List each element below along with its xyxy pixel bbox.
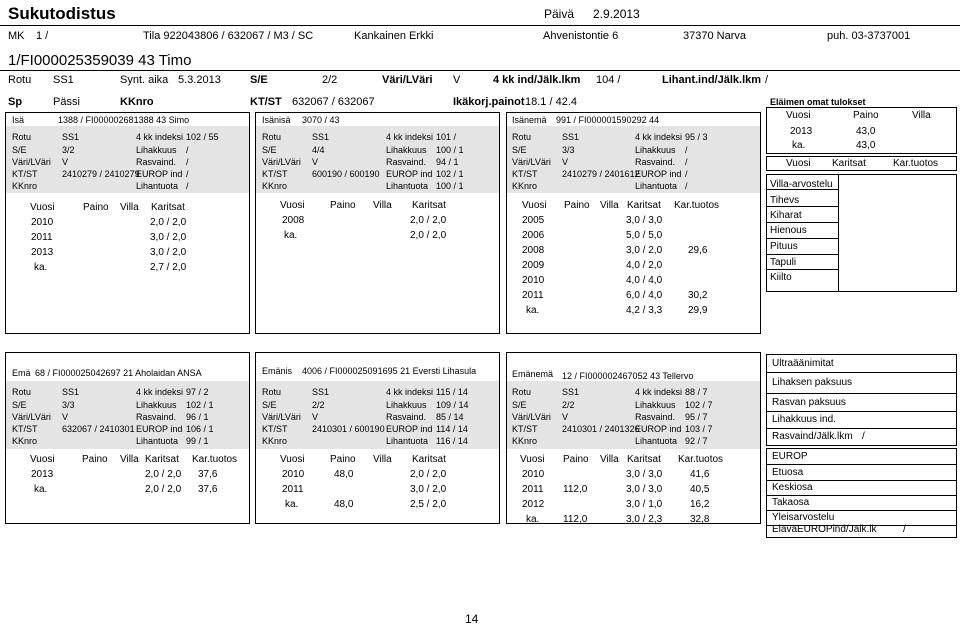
ktst-value: 632067 / 2410301 [62, 424, 135, 434]
ktst-value: 2410279 / 2410279 [62, 169, 140, 179]
col-header: Kar.tuotos [674, 200, 720, 211]
ultrasound-title: Ultraäänimitat [772, 358, 834, 369]
ind-value: 97 / 2 [186, 387, 209, 397]
lih-label: Lihakkuus [386, 400, 427, 410]
ind-label: 4 kk indeksi [386, 387, 434, 397]
col-header: Vuosi [30, 202, 55, 213]
vari-label: Väri/LVäri [12, 412, 51, 422]
lt-value: 99 / 1 [186, 436, 209, 446]
eur-label: EUROP ind [635, 169, 682, 179]
curl-label: Kiharat [770, 210, 802, 221]
se-label: S/E [512, 145, 527, 155]
year: 2010 [522, 275, 545, 286]
ras-label: Rasvaind. [635, 157, 676, 167]
ind-label: 4 kk indeksi [635, 387, 683, 397]
age-weights-value: 18.1 / 42.4 [525, 96, 577, 108]
lambs: 3,0 / 3,0 [626, 215, 663, 226]
grandsire-label: Isänisä [262, 115, 291, 125]
year: 2013 [31, 469, 54, 480]
lih-label: Lihakkuus [136, 145, 177, 155]
col-header: Villa [120, 454, 139, 465]
col-header: Karitsat [151, 202, 185, 213]
front-label: Etuosa [772, 467, 804, 478]
year: 2005 [522, 215, 545, 226]
vari-value: V [562, 157, 569, 167]
lt-label: Lihantuota [136, 436, 179, 446]
se-label: S/E [12, 145, 27, 155]
col-header: Kar.tuotos [678, 454, 724, 465]
year: 2009 [522, 260, 545, 271]
col-header: Paino [330, 200, 356, 211]
se-value: 4/4 [312, 145, 325, 155]
muscle-depth-label: Lihaksen paksuus [772, 377, 853, 388]
lambs: 3,0 / 3,0 [626, 484, 663, 495]
ktst-label: KT/ST [512, 169, 538, 179]
ras-label: Rasvaind. [386, 412, 427, 422]
col-header: Kar.tuotos [192, 454, 238, 465]
year: 2008 [282, 215, 305, 226]
kknro-label: KKnro [262, 181, 288, 191]
granddam-label: Emänemä [512, 369, 554, 379]
lambs: 3,0 / 3,0 [626, 469, 663, 480]
own-weight: 43,0 [856, 126, 876, 137]
ras-label: Rasvaind. [635, 412, 676, 422]
ktst-value: 600190 / 600190 [312, 169, 380, 179]
dam-label: Emä [12, 368, 31, 378]
vari-value: V [312, 157, 319, 167]
col-header: Villa [373, 200, 392, 211]
vari-value: V [562, 412, 569, 422]
lamb-output: 41,6 [690, 469, 710, 480]
farm-info: Tila 922043806 / 632067 / M3 / SC [143, 30, 314, 42]
staple-label: Tapuli [770, 257, 797, 268]
rotu-value: SS1 [53, 74, 74, 86]
sire-label: Isä [12, 115, 25, 125]
lt-label: Lihantuota [386, 181, 429, 191]
ktst-value: 2410301 / 600190 [312, 424, 385, 434]
ras-value: 85 / 14 [436, 412, 464, 422]
rotu-label: Rotu [8, 74, 32, 86]
se-label: S/E [512, 400, 527, 410]
page-number: 14 [465, 612, 479, 626]
owner-postal: 37370 Narva [683, 30, 746, 42]
lamb-output: 37,6 [198, 484, 218, 495]
year: 2010 [282, 469, 305, 480]
ind-value: 88 / 7 [685, 387, 708, 397]
lambs: 4,2 / 3,3 [626, 305, 663, 316]
eur-value: 103 / 7 [685, 424, 713, 434]
lt-value: 116 / 14 [436, 436, 468, 446]
mk-value: 1 / [36, 30, 49, 42]
ktst-value: 632067 / 632067 [292, 96, 375, 108]
lih-value: 100 / 1 [436, 145, 464, 155]
overall-label: Yleisarvostelu [772, 512, 835, 523]
lambs: 3,0 / 2,0 [150, 247, 187, 258]
col-header: Vuosi [522, 200, 547, 211]
lambs: 2,0 / 2,0 [145, 484, 182, 495]
owner-address: Ahvenistontie 6 [543, 30, 619, 42]
vari-value: V [62, 157, 69, 167]
sex-value: Pässi [53, 96, 80, 108]
lih-label: Lihakkuus [635, 145, 676, 155]
ras-value: / [685, 157, 688, 167]
lt-value: / [186, 181, 189, 191]
granddam-label: Isänemä [512, 115, 547, 125]
year: ka. [526, 305, 540, 316]
rotu-value: SS1 [312, 387, 330, 397]
kknro-label: KKnro [12, 181, 38, 191]
year: 2011 [522, 484, 544, 495]
lamb-output: 32,8 [690, 514, 710, 525]
color-label: Väri/LVäri [382, 74, 433, 86]
lamb-output: 29,6 [688, 245, 708, 256]
own-year: ka. [792, 140, 806, 151]
eur-label: EUROP ind [386, 169, 433, 179]
lt-value: 100 / 1 [436, 181, 464, 191]
rear-label: Takaosa [772, 497, 810, 508]
lambs: 2,0 / 2,0 [145, 469, 182, 480]
year: 2010 [31, 217, 54, 228]
se-label: S/E [250, 74, 268, 86]
lih-label: Lihakkuus [386, 145, 427, 155]
rotu-value: SS1 [562, 132, 580, 142]
eur-label: EUROP ind [136, 424, 183, 434]
ras-value: 95 / 7 [685, 412, 708, 422]
vari-label: Väri/LVäri [262, 157, 301, 167]
lih-value: / [186, 145, 189, 155]
fat-index-value: / [862, 431, 865, 442]
lambs: 3,0 / 2,3 [626, 514, 663, 525]
year: ka. [285, 499, 299, 510]
se-value: 2/2 [312, 400, 325, 410]
ras-label: Rasvaind. [386, 157, 427, 167]
col-header: Kar.tuotos [893, 158, 939, 169]
vari-label: Väri/LVäri [262, 412, 301, 422]
lamb-output: 40,5 [690, 484, 710, 495]
grandsire-id: 4006 / FI000025091695 21 Eversti Lihasula [302, 366, 477, 376]
ind-label: 4 kk indeksi [635, 132, 683, 142]
wool-eval-label: Villa-arvostelu [770, 179, 833, 190]
col-header: Villa [120, 202, 139, 213]
year: 2012 [522, 499, 545, 510]
mk-label: MK [8, 30, 25, 42]
lih-value: / [685, 145, 688, 155]
granddam-id: 991 / FI000001590292 44 [556, 115, 660, 125]
own-weight: 43,0 [856, 140, 876, 151]
col-header: Villa [912, 110, 931, 121]
eur-value: 114 / 14 [436, 424, 468, 434]
kknro-label: KKnro [262, 436, 288, 446]
rotu-label: Rotu [262, 387, 282, 397]
lambs: 2,0 / 2,0 [410, 469, 447, 480]
length-label: Pituus [770, 241, 798, 252]
lih-value: 102 / 1 [186, 400, 214, 410]
vari-label: Väri/LVäri [512, 157, 551, 167]
ind-label: 4 kk indeksi [386, 132, 434, 142]
eur-value: / [685, 169, 688, 179]
live-europ-value: / [903, 524, 906, 535]
eur-label: EUROP ind [635, 424, 682, 434]
lt-value: 92 / 7 [685, 436, 708, 446]
col-header: Karitsat [627, 200, 661, 211]
color-value: V [453, 74, 461, 86]
rotu-label: Rotu [12, 132, 32, 142]
fat-depth-label: Rasvan paksuus [772, 397, 846, 408]
sire-id: 1388 / FI000002681388 43 Simo [58, 115, 190, 125]
se-label: S/E [262, 145, 277, 155]
granddam-id: 12 / FI000002467052 43 Tellervo [562, 371, 694, 381]
ind-value: 102 / 55 [186, 132, 219, 142]
year: ka. [284, 230, 298, 241]
col-header: Paino [564, 200, 590, 211]
year: 2006 [522, 230, 545, 241]
vari-value: V [312, 412, 319, 422]
eur-label: EUROP ind [386, 424, 433, 434]
ktst-label: KT/ST [262, 169, 288, 179]
se-value: 3/2 [62, 145, 75, 155]
fineness-label: Hienous [770, 225, 807, 236]
lambs: 2,0 / 2,0 [410, 215, 447, 226]
se-label: S/E [262, 400, 277, 410]
lamb-output: 30,2 [688, 290, 708, 301]
col-header: Karitsat [412, 200, 446, 211]
ras-label: Rasvaind. [136, 412, 177, 422]
own-year: 2013 [790, 126, 813, 137]
lambs: 2,5 / 2,0 [410, 499, 447, 510]
col-header: Karitsat [832, 158, 866, 169]
rotu-value: SS1 [62, 387, 80, 397]
se-value: 2/2 [322, 74, 338, 86]
se-label: S/E [12, 400, 27, 410]
lambs: 2,0 / 2,0 [410, 230, 447, 241]
year: 2011 [31, 232, 53, 243]
ktst-value: 2410279 / 2401612 [562, 169, 640, 179]
meat-label: Lihant.ind/Jälk.lkm [662, 74, 762, 86]
lih-value: 109 / 14 [436, 400, 469, 410]
weight: 48,0 [334, 499, 354, 510]
col-header: Paino [563, 454, 589, 465]
lambs: 4,0 / 4,0 [626, 275, 663, 286]
rotu-label: Rotu [512, 387, 532, 397]
year: ka. [34, 484, 48, 495]
lt-label: Lihantuota [386, 436, 429, 446]
year: 2011 [522, 290, 544, 301]
col-header: Vuosi [280, 454, 305, 465]
col-header: Vuosi [280, 200, 305, 211]
year: 2008 [522, 245, 545, 256]
rotu-value: SS1 [312, 132, 330, 142]
col-header: Paino [83, 202, 109, 213]
eur-value: 102 / 1 [436, 169, 464, 179]
ind-label: 4 kk indeksi [136, 387, 184, 397]
age-weights-label: Ikäkorj.painot [453, 96, 525, 108]
animal-title: 1/FI000025359039 43 Timo [8, 52, 192, 69]
dam-id: 68 / FI000025042697 21 Aholaidan ANSA [35, 368, 202, 378]
ras-label: Rasvaind. [136, 157, 177, 167]
year: ka. [34, 262, 48, 273]
luster-label: Kiilto [770, 272, 792, 283]
kknro-label: KKnro [12, 436, 38, 446]
lt-label: Lihantuota [136, 181, 179, 191]
muscle-index-label: Lihakkuus ind. [772, 414, 836, 425]
vari-label: Väri/LVäri [512, 412, 551, 422]
eur-value: 106 / 1 [186, 424, 214, 434]
col-header: Karitsat [627, 454, 661, 465]
lt-label: Lihantuota [635, 436, 678, 446]
lambs: 6,0 / 4,0 [626, 290, 663, 301]
date-value: 2.9.2013 [593, 7, 640, 21]
rotu-value: SS1 [562, 387, 580, 397]
lambs: 3,0 / 1,0 [626, 499, 663, 510]
sex-label: Sp [8, 96, 23, 108]
middle-label: Keskiosa [772, 482, 813, 493]
year: ka. [526, 514, 540, 525]
ind-value: 95 / 3 [685, 132, 708, 142]
grandsire-id: 3070 / 43 [302, 115, 340, 125]
document-title: Sukutodistus [8, 4, 116, 23]
col-header: Paino [82, 454, 108, 465]
se-value: 3/3 [562, 145, 575, 155]
ktst-label: KT/ST [250, 96, 282, 108]
date-label: Päivä [544, 7, 575, 21]
lambs: 3,0 / 2,0 [150, 232, 187, 243]
owner-name: Kankainen Erkki [354, 30, 434, 42]
col-header: Paino [853, 110, 879, 121]
rotu-label: Rotu [512, 132, 532, 142]
header-divider [0, 25, 960, 26]
year: 2013 [31, 247, 54, 258]
ind-label: 4 kk indeksi [136, 132, 184, 142]
vari-value: V [62, 412, 69, 422]
kk4-value: 104 / [596, 74, 621, 86]
live-europ-label: EläväEUROPind/Jälk.lk [772, 524, 877, 535]
rotu-value: SS1 [62, 132, 80, 142]
ras-value: 96 / 1 [186, 412, 209, 422]
se-value: 3/3 [62, 400, 75, 410]
kknro-label: KKnro [512, 436, 538, 446]
animal-divider [0, 70, 960, 71]
lt-label: Lihantuota [635, 181, 678, 191]
vari-label: Väri/LVäri [12, 157, 51, 167]
lambs: 2,7 / 2,0 [150, 262, 187, 273]
col-header: Karitsat [412, 454, 446, 465]
birth-value: 5.3.2013 [178, 74, 221, 86]
ras-value: / [186, 157, 189, 167]
lamb-output: 16,2 [690, 499, 710, 510]
year: 2011 [282, 484, 304, 495]
owner-phone: puh. 03-3737001 [827, 30, 911, 42]
meat-value: / [765, 74, 769, 86]
rotu-label: Rotu [262, 132, 282, 142]
kk4-label: 4 kk ind/Jälk.lkm [493, 74, 581, 86]
ktst-label: KT/ST [262, 424, 288, 434]
ktst-label: KT/ST [12, 424, 38, 434]
col-header: Villa [600, 200, 619, 211]
eur-label: EUROP ind [136, 169, 183, 179]
col-header: Villa [600, 454, 619, 465]
rotu-label: Rotu [12, 387, 32, 397]
kknro-label: KKnro [512, 181, 538, 191]
se-value: 2/2 [562, 400, 575, 410]
lamb-output: 29,9 [688, 305, 708, 316]
col-header: Paino [330, 454, 356, 465]
ktst-label: KT/ST [512, 424, 538, 434]
col-header: Vuosi [520, 454, 545, 465]
ind-value: 115 / 14 [436, 387, 468, 397]
grandsire-label: Emänis [262, 366, 293, 376]
weight: 48,0 [334, 469, 354, 480]
col-header: Villa [373, 454, 392, 465]
lambs: 5,0 / 5,0 [626, 230, 663, 241]
ktst-label: KT/ST [12, 169, 38, 179]
kknro-label: KKnro [120, 96, 154, 108]
weight: 112,0 [563, 514, 588, 525]
ind-value: 101 / [436, 132, 457, 142]
lambs: 3,0 / 2,0 [410, 484, 447, 495]
lamb-output: 37,6 [198, 469, 218, 480]
birth-label: Synt. aika [120, 74, 169, 86]
ktst-value: 2410301 / 2401326 [562, 424, 640, 434]
eur-value: / [186, 169, 189, 179]
year: 2010 [522, 469, 545, 480]
col-header: Vuosi [786, 158, 811, 169]
lih-label: Lihakkuus [635, 400, 676, 410]
lambs: 4,0 / 2,0 [626, 260, 663, 271]
col-header: Vuosi [786, 110, 811, 121]
lih-label: Lihakkuus [136, 400, 177, 410]
col-header: Vuosi [30, 454, 55, 465]
density-label: Tihevs [770, 195, 800, 206]
weight: 112,0 [563, 484, 588, 495]
lambs: 2,0 / 2,0 [150, 217, 187, 228]
ras-value: 94 / 1 [436, 157, 459, 167]
lambs: 3,0 / 2,0 [626, 245, 663, 256]
col-header: Karitsat [145, 454, 179, 465]
fat-index-label: Rasvaind/Jälk.lkm [772, 431, 853, 442]
lt-value: / [685, 181, 688, 191]
own-results-title: Eläimen omat tulokset [770, 97, 866, 107]
europ-label: EUROP [772, 451, 808, 462]
lih-value: 102 / 7 [685, 400, 713, 410]
